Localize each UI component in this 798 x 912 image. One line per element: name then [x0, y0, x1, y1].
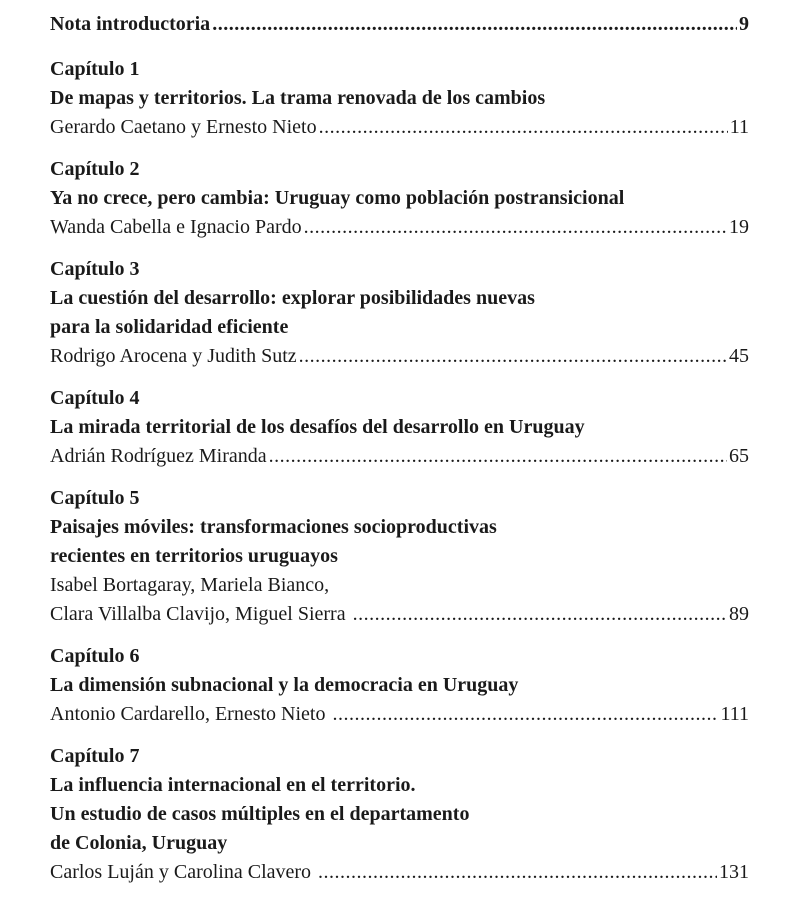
- chapter-title: La dimensión subnacional y la democracia en Uruguay: [50, 674, 519, 696]
- dot-leader: [269, 442, 727, 471]
- chapter-label: Capítulo 3: [50, 258, 140, 280]
- toc-entry-chapter-7[interactable]: [50, 742, 749, 887]
- toc-entry-chapter-6[interactable]: [50, 642, 749, 729]
- page-number: 11: [729, 116, 749, 138]
- intro-title: Nota introductoria: [50, 13, 211, 35]
- chapter-label: Capítulo 7: [50, 745, 140, 767]
- chapter-title: La influencia internacional en el territorio.: [50, 774, 416, 796]
- author-names: Gerardo Caetano y Ernesto Nieto: [50, 116, 317, 138]
- toc-entry-chapter-1[interactable]: [50, 55, 749, 142]
- chapter-label: Capítulo 2: [50, 158, 140, 180]
- author-names: Carlos Luján y Carolina Clavero: [50, 861, 317, 883]
- chapter-title-continued: de Colonia, Uruguay: [50, 832, 228, 854]
- toc-entry-intro[interactable]: [50, 10, 749, 39]
- page-number: 89: [729, 603, 749, 625]
- chapter-label: Capítulo 6: [50, 645, 140, 667]
- chapter-title-continued: recientes en territorios uruguayos: [50, 545, 338, 567]
- author-names: Clara Villalba Clavijo, Miguel Sierra: [50, 603, 351, 625]
- chapter-title: La mirada territorial de los desafíos del desarrollo en Uruguay: [50, 416, 585, 438]
- dot-leader: [333, 700, 719, 729]
- page-number: 65: [729, 445, 749, 467]
- page-number: 45: [729, 345, 749, 367]
- author-names: Wanda Cabella e Ignacio Pardo: [50, 216, 302, 238]
- chapter-title: Paisajes móviles: transformaciones socioproductivas: [50, 516, 497, 538]
- chapter-authors: [50, 113, 749, 142]
- toc-entry-chapter-4[interactable]: [50, 384, 749, 471]
- author-names: Adrián Rodríguez Miranda: [50, 445, 267, 467]
- author-names: Antonio Cardarello, Ernesto Nieto: [50, 703, 331, 725]
- dot-leader: [299, 342, 727, 371]
- chapter-title-continued: para la solidaridad eficiente: [50, 316, 289, 338]
- page-number: 111: [720, 703, 749, 725]
- dot-leader: [319, 113, 728, 142]
- chapter-authors: [50, 442, 749, 471]
- chapter-authors: [50, 858, 749, 887]
- table-of-contents: [50, 10, 749, 900]
- page-number: 131: [719, 861, 749, 883]
- chapter-label: Capítulo 5: [50, 487, 140, 509]
- toc-entry-chapter-3[interactable]: [50, 255, 749, 371]
- chapter-authors: [50, 342, 749, 371]
- chapter-label: Capítulo 4: [50, 387, 140, 409]
- chapter-label: Capítulo 1: [50, 58, 140, 80]
- dot-leader: [212, 10, 737, 39]
- chapter-authors: [50, 213, 749, 242]
- page-number: 19: [729, 216, 749, 238]
- dot-leader: [353, 600, 727, 629]
- author-names: Rodrigo Arocena y Judith Sutz: [50, 345, 297, 367]
- dot-leader: [318, 858, 717, 887]
- chapter-title-continued: Un estudio de casos múltiples en el departamento: [50, 803, 470, 825]
- chapter-authors: [50, 700, 749, 729]
- chapter-authors: [50, 600, 749, 629]
- chapter-authors: Isabel Bortagaray, Mariela Bianco,: [50, 574, 330, 596]
- chapter-title: De mapas y territorios. La trama renovada de los cambios: [50, 87, 546, 109]
- toc-entry-chapter-2[interactable]: [50, 155, 749, 242]
- dot-leader: [304, 213, 727, 242]
- chapter-title: Ya no crece, pero cambia: Uruguay como población postransicional: [50, 187, 625, 209]
- page-number: 9: [739, 13, 749, 35]
- toc-entry-chapter-5[interactable]: [50, 484, 749, 629]
- chapter-title: La cuestión del desarrollo: explorar posibilidades nuevas: [50, 287, 535, 309]
